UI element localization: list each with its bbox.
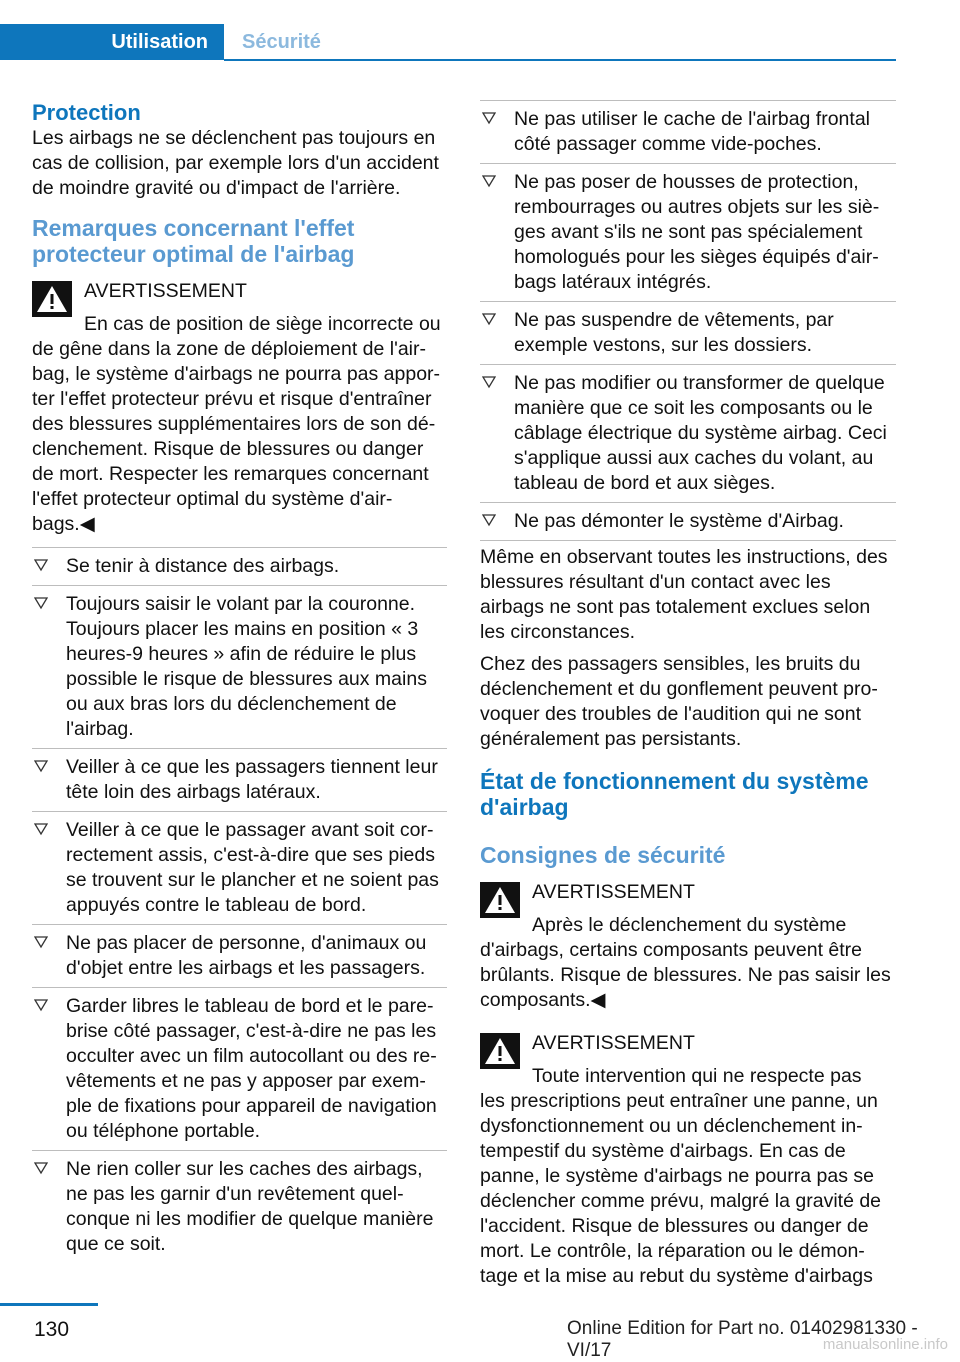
triangle-bullet-icon	[34, 558, 48, 572]
state-title: État de fonctionnement du système d'airbag	[480, 768, 869, 820]
triangle-bullet-icon	[34, 935, 48, 949]
safety-title: Consignes de sécurité	[480, 842, 726, 868]
header-divider	[224, 59, 896, 61]
list-item: Ne pas placer de personne, d'animaux ou d'objet entre les airbags et les passagers.	[32, 925, 447, 988]
warning-title: AVERTISSEMENT	[84, 280, 247, 302]
list-item: Ne pas modifier ou transformer de quelque manière que ce soit les composants ou le câblage électrique du système airbag. Ceci s'applique aussi aux caches du volant, au tableau de bord et aux sièges.	[480, 365, 896, 503]
triangle-bullet-icon	[482, 174, 496, 188]
warning-text-first: Après le déclenchement du système	[532, 914, 847, 936]
list-item: Ne pas poser de housses de protection, rembourrages ou autres objets sur les siè‐ges avant s'ils ne sont pas spécialement homologués pour les sièges équipés d'air‐bags latéraux intégrés.	[480, 164, 896, 302]
list-item: Ne pas démonter le système d'Airbag.	[480, 503, 896, 541]
warning-icon	[32, 281, 72, 317]
triangle-bullet-icon	[482, 513, 496, 527]
warning-block-2	[480, 1031, 896, 1289]
warning-text: les prescriptions peut entraîner une panne, un dysfonctionnement ou un déclenchement in‐tempestif du système d'airbags. En cas de panne, le système d'airbags ne pourra pas se déclencher comme prévu, malgré la gravité de l'accident. Risque de blessures ou danger de mort. Le contrôle, la réparation ou le démon‐tage et la mise au rebut du système d'airbags	[480, 1090, 882, 1287]
paragraph-hearing: Chez des passagers sensibles, les bruits du déclenchement et du gonflement peuvent pro‐voquer des troubles de l'audition qui ne sont généralement pas persistants.	[480, 653, 878, 750]
warning-text-first: Toute intervention qui ne respecte pas	[532, 1065, 862, 1087]
warning-text: de gêne dans la zone de déploiement de l'air‐bag, le système d'airbags ne pourra pas appor‐ter l'effet protecteur prévu et risque d'entraîner des blessures supplémentaires lors de son dé‐clenchement. Risque de blessures ou danger de mort. Respecter les remarques concernant l'effet protecteur optimal du système d'air‐bags.◀	[32, 338, 441, 535]
tab-utilisation[interactable]: Utilisation	[0, 24, 224, 60]
protection-text: Les airbags ne se déclenchent pas toujours en cas de collision, par exemple lors d'un accident de moindre gravité ou d'impact de l'arrière.	[32, 127, 439, 199]
bullet-list-left	[32, 547, 447, 1263]
list-item: Ne pas suspendre de vêtements, par exemple vestons, sur les dossiers.	[480, 302, 896, 365]
warning-title: AVERTISSEMENT	[532, 1032, 695, 1054]
warning-icon	[480, 1033, 520, 1069]
paragraph-instructions: Même en observant toutes les instructions, des blessures résultant d'un contact avec les airbags ne sont pas totalement exclues selon les circonstances.	[480, 546, 888, 643]
warning-title: AVERTISSEMENT	[532, 881, 695, 903]
warning-text-first: En cas de position de siège incorrecte ou	[84, 313, 441, 335]
triangle-bullet-icon	[482, 111, 496, 125]
triangle-bullet-icon	[34, 1161, 48, 1175]
triangle-bullet-icon	[34, 998, 48, 1012]
remarks-title: Remarques concernant l'effet protecteur optimal de l'airbag	[32, 215, 355, 267]
page-header	[0, 0, 960, 62]
right-column	[480, 100, 896, 1299]
left-column	[32, 100, 447, 1263]
warning-block	[32, 279, 447, 537]
bullet-list-right	[480, 100, 896, 541]
list-item: Ne pas utiliser le cache de l'airbag frontal côté passager comme vide-poches.	[480, 100, 896, 164]
warning-icon	[480, 882, 520, 918]
warning-block-1	[480, 880, 896, 1013]
triangle-bullet-icon	[482, 375, 496, 389]
edition-text: Online Edition for Part no. 01402981330 - VI/17	[567, 1318, 918, 1361]
warning-text: d'airbags, certains composants peuvent être brûlants. Risque de blessures. Ne pas saisir les composants.◀	[480, 939, 891, 1011]
triangle-bullet-icon	[482, 312, 496, 326]
protection-title: Protection	[32, 100, 141, 125]
list-item: Veiller à ce que les passagers tiennent leur tête loin des airbags latéraux.	[32, 749, 447, 812]
triangle-bullet-icon	[34, 596, 48, 610]
list-item: Se tenir à distance des airbags.	[32, 547, 447, 586]
watermark: manualsonline.info	[822, 1336, 948, 1353]
triangle-bullet-icon	[34, 759, 48, 773]
page-number: 130	[34, 1318, 70, 1341]
triangle-bullet-icon	[34, 822, 48, 836]
footer-divider	[0, 1303, 98, 1306]
list-item: Garder libres le tableau de bord et le pare-brise côté passager, c'est-à-dire ne pas les occulter avec un film autocollant ou des re‐vêtements et ne pas y apposer par exem‐ple de fixations pour appareil de navigation ou téléphone portable.	[32, 988, 447, 1151]
tab-securite[interactable]: Sécurité	[242, 30, 321, 53]
list-item: Veiller à ce que le passager avant soit cor‐rectement assis, c'est-à-dire que ses pieds se trouvent sur le plancher et ne soient pas appuyés contre le tableau de bord.	[32, 812, 447, 925]
list-item: Toujours saisir le volant par la couronne. Toujours placer les mains en position « 3 heures-9 heures » afin de réduire le plus possible le risque de blessures aux mains ou aux bras lors du déclenchement de l'airbag.	[32, 586, 447, 749]
list-item: Ne rien coller sur les caches des airbags, ne pas les garnir d'un revêtement quel‐conque ni les modifier de quelque manière que ce soit.	[32, 1151, 447, 1263]
